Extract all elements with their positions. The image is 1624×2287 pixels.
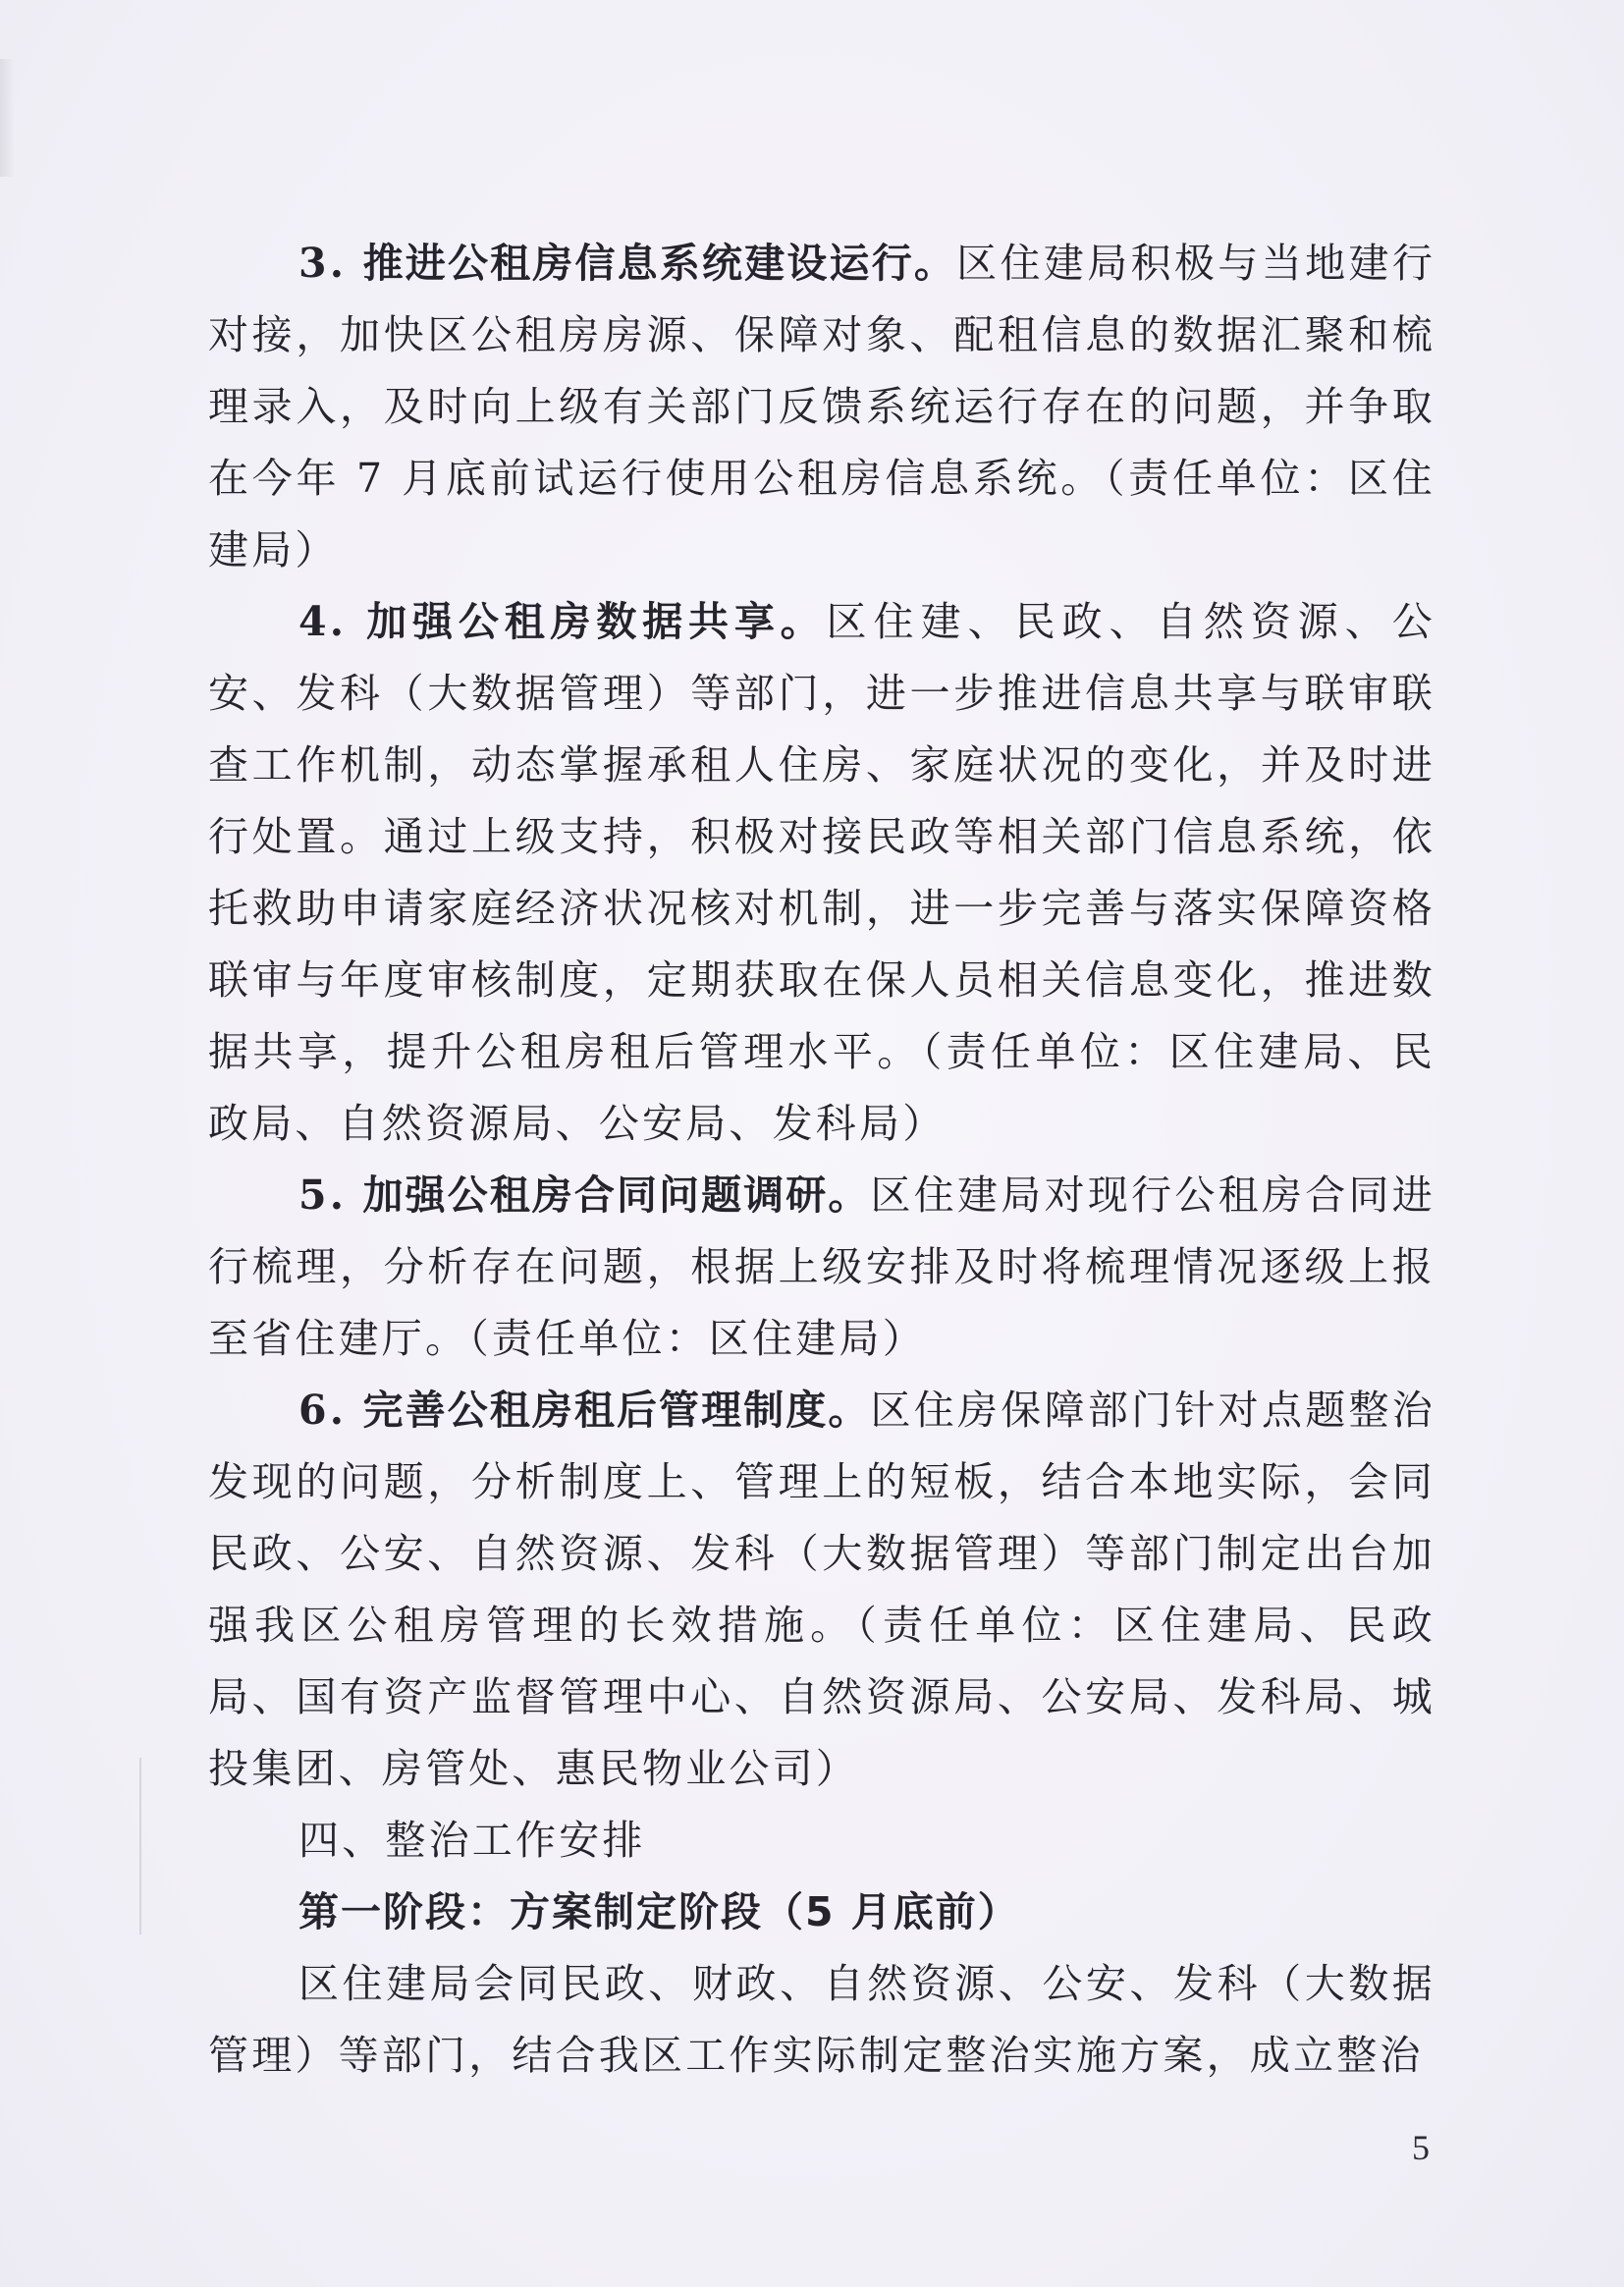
scan-edge-artifact xyxy=(0,59,14,177)
document-body xyxy=(208,228,1435,2092)
item-5-paragraph xyxy=(208,1160,1435,1375)
item-4-body: 区住建、民政、自然资源、公安、发科（大数据管理）等部门，进一步推进信息共享与联审联查工作机制，动态掌握承租人住房、家庭状况的变化，并及时进行处置。通过上级支持，积极对接民政等相关部门信息系统，依托救助申请家庭经济状况核对机制，进一步完善与落实保障资格联审与年度审核制度，定期获取在保人员相关信息变化，推进数据共享，提升公租房租后管理水平。（责任单位：区住建局、民政局、自然资源局、公安局、发科局） xyxy=(208,598,1436,1147)
section-heading: 四、整治工作安排 xyxy=(298,1817,646,1864)
item-4-paragraph xyxy=(208,586,1435,1160)
item-5-body: 区住建局对现行公租房合同进行梳理，分析存在问题，根据上级安排及时将梳理情况逐级上报至省住建厅。（责任单位：区住建局） xyxy=(208,1171,1435,1362)
stage-body-paragraph: 区住建局会同民政、财政、自然资源、公安、发科（大数据管理）等部门，结合我区工作实际制定整治实施方案，成立整治 xyxy=(208,1960,1435,2079)
item-4-number: 4. xyxy=(298,598,348,645)
page-number: 5 xyxy=(1412,2128,1430,2167)
item-6-number: 6. xyxy=(298,1387,348,1434)
item-6-paragraph xyxy=(208,1375,1435,1805)
stage-heading: 第一阶段：方案制定阶段（5 月底前） xyxy=(298,1888,1020,1935)
item-3-paragraph xyxy=(208,228,1435,586)
item-5-number: 5. xyxy=(298,1171,348,1219)
item-4-title: 加强公租房数据共享。 xyxy=(366,598,827,645)
item-3-title: 推进公租房信息系统建设运行。 xyxy=(362,240,957,287)
item-6-body: 区住房保障部门针对点题整治发现的问题，分析制度上、管理上的短板，结合本地实际，会同民政、公安、自然资源、发科（大数据管理）等部门制定出台加强我区公租房管理的长效措施。（责任单位：区住建局、民政局、国有资产监督管理中心、自然资源局、公安局、发科局、城投集团、房管处、惠民物业公司） xyxy=(208,1387,1435,1792)
item-5-title: 加强公租房合同问题调研。 xyxy=(362,1171,871,1219)
item-3-body: 区住建局积极与当地建行对接，加快区公租房房源、保障对象、配租信息的数据汇聚和梳理录入，及时向上级有关部门反馈系统运行存在的问题，并争取在今年 7 月底前试运行使用公租房信息系统。（责任单位：区住建局） xyxy=(208,240,1436,573)
item-3-number: 3. xyxy=(298,240,348,287)
item-6-title: 完善公租房租后管理制度。 xyxy=(362,1387,871,1434)
scan-line-artifact xyxy=(139,1758,141,1934)
